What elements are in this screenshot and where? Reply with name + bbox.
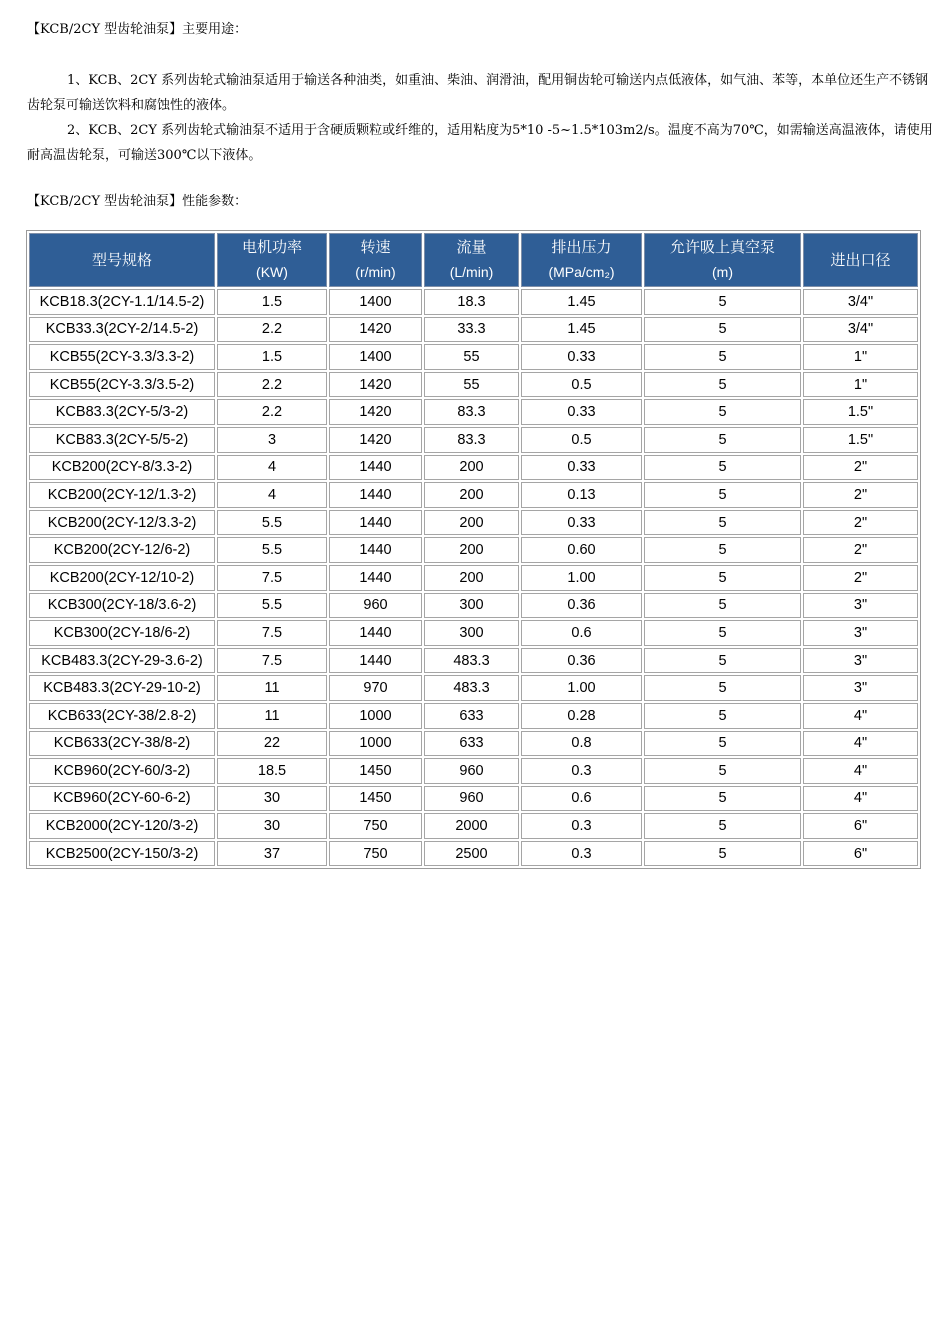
cell-suction-vacuum: 5: [644, 455, 801, 481]
header-port-diameter: 进出口径: [803, 233, 918, 287]
table-header-row: [29, 233, 918, 287]
cell-port-diameter: 4": [803, 731, 918, 757]
table-row: [29, 510, 918, 536]
cell-model: KCB83.3(2CY-5/3-2): [29, 399, 215, 425]
cell-suction-vacuum: 5: [644, 620, 801, 646]
header-speed: 转速 (r/min): [329, 233, 422, 287]
cell-model: KCB200(2CY-12/6-2): [29, 537, 215, 563]
cell-model: KCB633(2CY-38/8-2): [29, 731, 215, 757]
cell-suction-vacuum: 5: [644, 482, 801, 508]
cell-flow: 200: [424, 482, 519, 508]
cell-flow: 55: [424, 372, 519, 398]
cell-speed: 1450: [329, 758, 422, 784]
cell-port-diameter: 1": [803, 344, 918, 370]
cell-speed: 1440: [329, 648, 422, 674]
cell-suction-vacuum: 5: [644, 344, 801, 370]
table-row: [29, 841, 918, 867]
cell-speed: 1440: [329, 455, 422, 481]
cell-discharge-pressure: 1.00: [521, 565, 642, 591]
table-row: [29, 317, 918, 343]
table-row: [29, 537, 918, 563]
cell-suction-vacuum: 5: [644, 317, 801, 343]
cell-model: KCB33.3(2CY-2/14.5-2): [29, 317, 215, 343]
cell-speed: 1420: [329, 427, 422, 453]
table-row: [29, 675, 918, 701]
cell-model: KCB200(2CY-12/10-2): [29, 565, 215, 591]
cell-suction-vacuum: 5: [644, 593, 801, 619]
cell-motor-power: 2.2: [217, 399, 327, 425]
cell-speed: 1450: [329, 786, 422, 812]
cell-suction-vacuum: 5: [644, 399, 801, 425]
header-motor-power: 电机功率 (KW): [217, 233, 327, 287]
header-suction-vacuum: 允许吸上真空泵 (m): [644, 233, 801, 287]
cell-speed: 750: [329, 813, 422, 839]
cell-motor-power: 11: [217, 675, 327, 701]
cell-port-diameter: 3": [803, 593, 918, 619]
cell-motor-power: 5.5: [217, 593, 327, 619]
cell-motor-power: 37: [217, 841, 327, 867]
cell-discharge-pressure: 0.60: [521, 537, 642, 563]
usage-paragraph-2: 2、KCB、2CY 系列齿轮式输油泵不适用于含硬质颗粒或纤维的，适用粘度为5*10 -5~1.5*103m2/s。温度不高为70℃，如需输送高温液体，请使用耐高温齿轮泵，可输送300℃以下液体。: [27, 123, 933, 163]
cell-suction-vacuum: 5: [644, 510, 801, 536]
cell-flow: 200: [424, 510, 519, 536]
cell-discharge-pressure: 0.28: [521, 703, 642, 729]
cell-speed: 960: [329, 593, 422, 619]
table-row: [29, 758, 918, 784]
table-row: [29, 620, 918, 646]
cell-port-diameter: 4": [803, 786, 918, 812]
table-row: [29, 399, 918, 425]
cell-suction-vacuum: 5: [644, 289, 801, 315]
usage-heading: 【KCB/2CY 型齿轮油泵】主要用途：: [27, 22, 248, 37]
cell-model: KCB960(2CY-60-6-2): [29, 786, 215, 812]
cell-speed: 970: [329, 675, 422, 701]
cell-discharge-pressure: 1.45: [521, 289, 642, 315]
cell-motor-power: 3: [217, 427, 327, 453]
cell-suction-vacuum: 5: [644, 786, 801, 812]
cell-flow: 200: [424, 537, 519, 563]
cell-model: KCB300(2CY-18/3.6-2): [29, 593, 215, 619]
cell-port-diameter: 4": [803, 703, 918, 729]
cell-suction-vacuum: 5: [644, 648, 801, 674]
cell-discharge-pressure: 0.3: [521, 758, 642, 784]
cell-motor-power: 7.5: [217, 648, 327, 674]
cell-speed: 750: [329, 841, 422, 867]
params-heading: 【KCB/2CY 型齿轮油泵】性能参数：: [27, 194, 248, 209]
cell-motor-power: 5.5: [217, 510, 327, 536]
document-body: [27, 18, 933, 214]
cell-flow: 2500: [424, 841, 519, 867]
cell-flow: 83.3: [424, 427, 519, 453]
cell-port-diameter: 3": [803, 648, 918, 674]
table-row: [29, 372, 918, 398]
cell-port-diameter: 2": [803, 482, 918, 508]
cell-suction-vacuum: 5: [644, 537, 801, 563]
pump-spec-table: [26, 230, 921, 869]
cell-flow: 33.3: [424, 317, 519, 343]
cell-model: KCB200(2CY-12/3.3-2): [29, 510, 215, 536]
cell-port-diameter: 1": [803, 372, 918, 398]
cell-model: KCB633(2CY-38/2.8-2): [29, 703, 215, 729]
cell-motor-power: 11: [217, 703, 327, 729]
table-row: [29, 344, 918, 370]
cell-speed: 1420: [329, 372, 422, 398]
table-row: [29, 731, 918, 757]
cell-discharge-pressure: 1.00: [521, 675, 642, 701]
table-row: [29, 565, 918, 591]
cell-port-diameter: 3": [803, 675, 918, 701]
cell-suction-vacuum: 5: [644, 841, 801, 867]
table-row: [29, 813, 918, 839]
cell-port-diameter: 1.5": [803, 399, 918, 425]
cell-motor-power: 2.2: [217, 372, 327, 398]
cell-flow: 55: [424, 344, 519, 370]
cell-model: KCB200(2CY-12/1.3-2): [29, 482, 215, 508]
header-flow: 流量 (L/min): [424, 233, 519, 287]
cell-port-diameter: 2": [803, 565, 918, 591]
cell-model: KCB2000(2CY-120/3-2): [29, 813, 215, 839]
cell-motor-power: 4: [217, 482, 327, 508]
cell-discharge-pressure: 0.5: [521, 372, 642, 398]
cell-port-diameter: 3/4": [803, 317, 918, 343]
cell-speed: 1440: [329, 565, 422, 591]
cell-speed: 1440: [329, 620, 422, 646]
cell-discharge-pressure: 0.36: [521, 593, 642, 619]
cell-flow: 83.3: [424, 399, 519, 425]
cell-port-diameter: 2": [803, 455, 918, 481]
header-discharge-pressure: 排出压力 (MPa/cm₂): [521, 233, 642, 287]
table-row: [29, 703, 918, 729]
cell-flow: 200: [424, 455, 519, 481]
cell-flow: 960: [424, 786, 519, 812]
cell-motor-power: 30: [217, 813, 327, 839]
header-model: 型号规格: [29, 233, 215, 287]
cell-suction-vacuum: 5: [644, 758, 801, 784]
table-row: [29, 455, 918, 481]
cell-model: KCB55(2CY-3.3/3.3-2): [29, 344, 215, 370]
cell-speed: 1420: [329, 399, 422, 425]
cell-speed: 1440: [329, 510, 422, 536]
cell-discharge-pressure: 0.13: [521, 482, 642, 508]
cell-suction-vacuum: 5: [644, 731, 801, 757]
cell-motor-power: 2.2: [217, 317, 327, 343]
cell-discharge-pressure: 1.45: [521, 317, 642, 343]
cell-suction-vacuum: 5: [644, 675, 801, 701]
cell-flow: 633: [424, 731, 519, 757]
cell-port-diameter: 2": [803, 537, 918, 563]
cell-suction-vacuum: 5: [644, 813, 801, 839]
cell-motor-power: 1.5: [217, 344, 327, 370]
cell-port-diameter: 3": [803, 620, 918, 646]
cell-speed: 1000: [329, 703, 422, 729]
cell-model: KCB483.3(2CY-29-10-2): [29, 675, 215, 701]
cell-discharge-pressure: 0.6: [521, 786, 642, 812]
cell-discharge-pressure: 0.33: [521, 510, 642, 536]
table-row: [29, 427, 918, 453]
cell-motor-power: 5.5: [217, 537, 327, 563]
table-body: [29, 289, 918, 866]
cell-motor-power: 1.5: [217, 289, 327, 315]
cell-discharge-pressure: 0.33: [521, 344, 642, 370]
cell-flow: 483.3: [424, 648, 519, 674]
cell-motor-power: 22: [217, 731, 327, 757]
cell-motor-power: 18.5: [217, 758, 327, 784]
cell-speed: 1440: [329, 482, 422, 508]
cell-model: KCB83.3(2CY-5/5-2): [29, 427, 215, 453]
cell-flow: 2000: [424, 813, 519, 839]
cell-model: KCB960(2CY-60/3-2): [29, 758, 215, 784]
cell-suction-vacuum: 5: [644, 427, 801, 453]
cell-flow: 483.3: [424, 675, 519, 701]
cell-model: KCB18.3(2CY-1.1/14.5-2): [29, 289, 215, 315]
cell-discharge-pressure: 0.36: [521, 648, 642, 674]
cell-port-diameter: 6": [803, 841, 918, 867]
cell-discharge-pressure: 0.8: [521, 731, 642, 757]
cell-speed: 1400: [329, 289, 422, 315]
cell-motor-power: 4: [217, 455, 327, 481]
cell-discharge-pressure: 0.33: [521, 399, 642, 425]
cell-port-diameter: 1.5": [803, 427, 918, 453]
cell-port-diameter: 2": [803, 510, 918, 536]
cell-motor-power: 7.5: [217, 620, 327, 646]
cell-flow: 633: [424, 703, 519, 729]
table-row: [29, 482, 918, 508]
cell-model: KCB300(2CY-18/6-2): [29, 620, 215, 646]
cell-flow: 960: [424, 758, 519, 784]
cell-discharge-pressure: 0.33: [521, 455, 642, 481]
cell-flow: 300: [424, 593, 519, 619]
cell-discharge-pressure: 0.6: [521, 620, 642, 646]
cell-discharge-pressure: 0.3: [521, 841, 642, 867]
cell-suction-vacuum: 5: [644, 565, 801, 591]
table-row: [29, 593, 918, 619]
cell-model: KCB483.3(2CY-29-3.6-2): [29, 648, 215, 674]
cell-speed: 1400: [329, 344, 422, 370]
usage-paragraph-1: 1、KCB、2CY 系列齿轮式输油泵适用于输送各种油类，如重油、柴油、润滑油，配用铜齿轮可输送内点低液体，如气油、苯等，本单位还生产不锈钢齿轮泵可输送饮料和腐蚀性的液体。: [27, 73, 929, 113]
cell-speed: 1000: [329, 731, 422, 757]
cell-discharge-pressure: 0.5: [521, 427, 642, 453]
cell-port-diameter: 6": [803, 813, 918, 839]
cell-motor-power: 30: [217, 786, 327, 812]
cell-discharge-pressure: 0.3: [521, 813, 642, 839]
cell-speed: 1440: [329, 537, 422, 563]
cell-speed: 1420: [329, 317, 422, 343]
cell-flow: 200: [424, 565, 519, 591]
cell-suction-vacuum: 5: [644, 703, 801, 729]
table-row: [29, 786, 918, 812]
cell-model: KCB55(2CY-3.3/3.5-2): [29, 372, 215, 398]
cell-motor-power: 7.5: [217, 565, 327, 591]
cell-port-diameter: 4": [803, 758, 918, 784]
cell-port-diameter: 3/4": [803, 289, 918, 315]
cell-model: KCB200(2CY-8/3.3-2): [29, 455, 215, 481]
table-row: [29, 289, 918, 315]
cell-suction-vacuum: 5: [644, 372, 801, 398]
table-row: [29, 648, 918, 674]
cell-flow: 300: [424, 620, 519, 646]
cell-flow: 18.3: [424, 289, 519, 315]
cell-model: KCB2500(2CY-150/3-2): [29, 841, 215, 867]
